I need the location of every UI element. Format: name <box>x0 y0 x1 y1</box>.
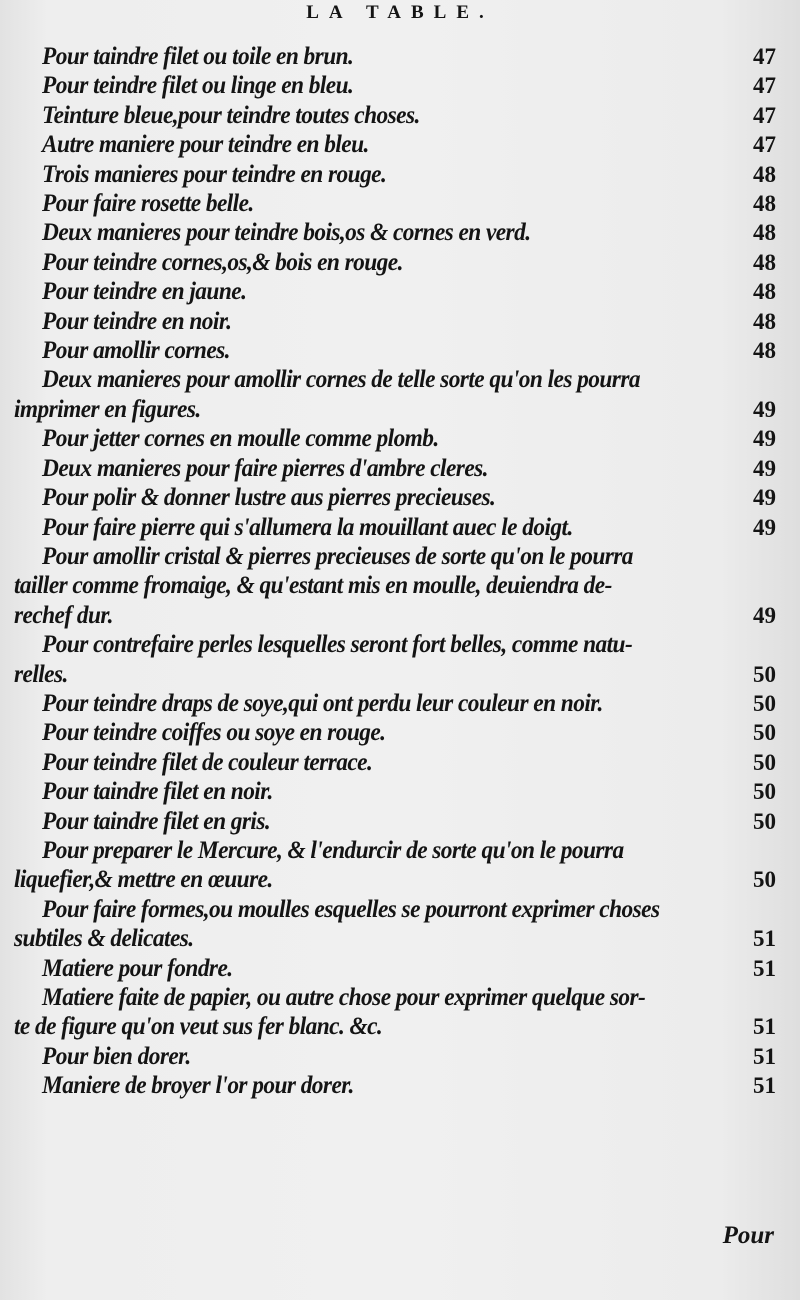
toc-entry-text: Pour teindre en noir. <box>42 307 232 335</box>
toc-entry-page-number: 48 <box>753 279 776 305</box>
toc-entry <box>14 689 776 718</box>
toc-entry-text: tailler comme fromaige, & qu'estant mis en moulle, deuiendra de- <box>14 572 612 600</box>
toc-entry-page-number: 48 <box>753 249 776 275</box>
toc-entry <box>14 101 776 130</box>
toc-entry-page-number: 47 <box>753 102 776 128</box>
toc-entry-text: relles. <box>14 660 68 688</box>
toc-entry-text: Pour taindre filet en gris. <box>42 807 271 835</box>
toc-entry-page-number: 50 <box>753 720 776 746</box>
toc-entry <box>14 513 776 542</box>
toc-entry-page-number: 47 <box>753 44 776 69</box>
toc-entry-text: Pour faire pierre qui s'allumera la mouillant auec le doigt. <box>42 513 573 541</box>
toc-entry-page-number: 50 <box>753 661 776 687</box>
toc-entry <box>14 542 776 630</box>
toc-entry-text: Deux manieres pour teindre bois,os & cornes en verd. <box>42 219 531 247</box>
toc-entry <box>14 630 776 689</box>
toc-entry-page-number: 48 <box>753 308 776 334</box>
running-head: LA TABLE. <box>306 2 494 23</box>
toc-entry-page-number: 50 <box>753 690 776 716</box>
toc-entry-page-number: 49 <box>753 426 776 452</box>
toc-entry-page-number: 48 <box>753 191 776 217</box>
toc-entry-text: Deux manieres pour amollir cornes de telle sorte qu'on les pourra <box>42 366 640 394</box>
toc-entry-page-number: 49 <box>753 455 776 481</box>
toc-entry-text: Pour amollir cornes. <box>42 337 230 365</box>
toc-entry-page-number: 50 <box>753 808 776 834</box>
toc-entry-text: liquefier,& mettre en œuure. <box>14 866 273 894</box>
toc-entry-page-number: 49 <box>753 485 776 511</box>
toc-entry-page-number: 48 <box>753 161 776 187</box>
toc-entry-text: Matiere faite de papier, ou autre chose pour exprimer quelque sor- <box>42 984 646 1011</box>
toc-entry-text: Pour amollir cristal & pierres precieuses de sorte qu'on le pourra <box>42 542 633 570</box>
toc-entry-page-number: 50 <box>753 749 776 775</box>
toc-entry-page-number: 51 <box>753 926 776 952</box>
toc-entry-text: Pour bien dorer. <box>42 1042 191 1070</box>
toc-entry-text: Pour teindre en jaune. <box>42 278 247 306</box>
toc-entry-page-number: 51 <box>753 1043 776 1069</box>
toc-entry-text: Pour teindre cornes,os,& bois en rouge. <box>42 248 403 276</box>
toc-entry-page-number: 47 <box>753 73 776 99</box>
table-of-contents <box>14 42 776 1101</box>
toc-entry-text: subtiles & delicates. <box>14 925 194 953</box>
toc-entry <box>14 483 776 512</box>
toc-entry-text: Pour teindre filet de couleur terrace. <box>42 748 373 776</box>
toc-entry-page-number: 48 <box>753 338 776 364</box>
toc-entry-text: te de figure qu'on veut sus fer blanc. &c. <box>14 1013 383 1041</box>
toc-entry-text: rechef dur. <box>14 601 113 629</box>
toc-entry <box>14 189 776 218</box>
toc-entry <box>14 248 776 277</box>
toc-entry-text: Pour jetter cornes en moulle comme plomb. <box>42 425 439 453</box>
toc-entry-text: Pour faire formes,ou moulles esquelles se pourront exprimer choses <box>42 895 660 923</box>
toc-entry-text: Pour faire rosette belle. <box>42 190 254 218</box>
toc-entry-page-number: 51 <box>753 1014 776 1040</box>
toc-entry-text: Pour taindre filet ou toile en brun. <box>42 43 354 70</box>
toc-entry <box>14 1042 776 1071</box>
toc-entry <box>14 42 776 71</box>
toc-entry-text: Pour teindre draps de soye,qui ont perdu leur couleur en noir. <box>42 689 603 717</box>
toc-entry-page-number: 47 <box>753 132 776 158</box>
toc-entry <box>14 983 776 1042</box>
toc-entry-text: imprimer en figures. <box>14 395 201 423</box>
toc-entry-text: Pour teindre filet ou linge en bleu. <box>42 72 354 100</box>
toc-entry-page-number: 51 <box>753 955 776 981</box>
toc-entry <box>14 71 776 100</box>
toc-entry-text: Pour contrefaire perles lesquelles seront fort belles, comme natu- <box>42 631 633 659</box>
toc-entry <box>14 807 776 836</box>
toc-entry <box>14 454 776 483</box>
toc-entry <box>14 777 776 806</box>
toc-entry <box>14 895 776 954</box>
toc-entry-page-number: 49 <box>753 396 776 422</box>
toc-entry <box>14 424 776 453</box>
toc-entry <box>14 160 776 189</box>
toc-entry-text: Pour taindre filet en noir. <box>42 778 273 806</box>
toc-entry-text: Matiere pour fondre. <box>42 954 233 982</box>
toc-entry <box>14 336 776 365</box>
toc-entry-page-number: 50 <box>753 779 776 805</box>
toc-entry-text: Pour polir & donner lustre aus pierres precieuses. <box>42 484 496 512</box>
toc-entry <box>14 748 776 777</box>
toc-entry <box>14 954 776 983</box>
toc-entry-text: Pour preparer le Mercure, & l'endurcir de sorte qu'on le pourra <box>42 836 624 864</box>
toc-entry <box>14 218 776 247</box>
toc-entry-page-number: 50 <box>753 867 776 893</box>
toc-entry-text: Pour teindre coiffes ou soye en rouge. <box>42 719 386 747</box>
toc-entry <box>14 277 776 306</box>
toc-entry-page-number: 48 <box>753 220 776 246</box>
toc-entry <box>14 307 776 336</box>
toc-entry-page-number: 49 <box>753 602 776 628</box>
toc-entry <box>14 365 776 424</box>
toc-entry <box>14 130 776 159</box>
toc-entry-text: Autre maniere pour teindre en bleu. <box>42 131 369 159</box>
toc-entry <box>14 718 776 747</box>
toc-entry-text: Maniere de broyer l'or pour dorer. <box>42 1072 354 1100</box>
catchword: Pour <box>722 1222 774 1249</box>
toc-entry-text: Teinture bleue,pour teindre toutes choses. <box>42 101 420 129</box>
toc-entry-page-number: 49 <box>753 514 776 540</box>
toc-entry <box>14 1071 776 1100</box>
toc-entry <box>14 836 776 895</box>
toc-entry-text: Deux manieres pour faire pierres d'ambre cleres. <box>42 454 488 482</box>
toc-entry-text: Trois manieres pour teindre en rouge. <box>42 160 387 188</box>
toc-entry-page-number: 51 <box>753 1073 776 1099</box>
